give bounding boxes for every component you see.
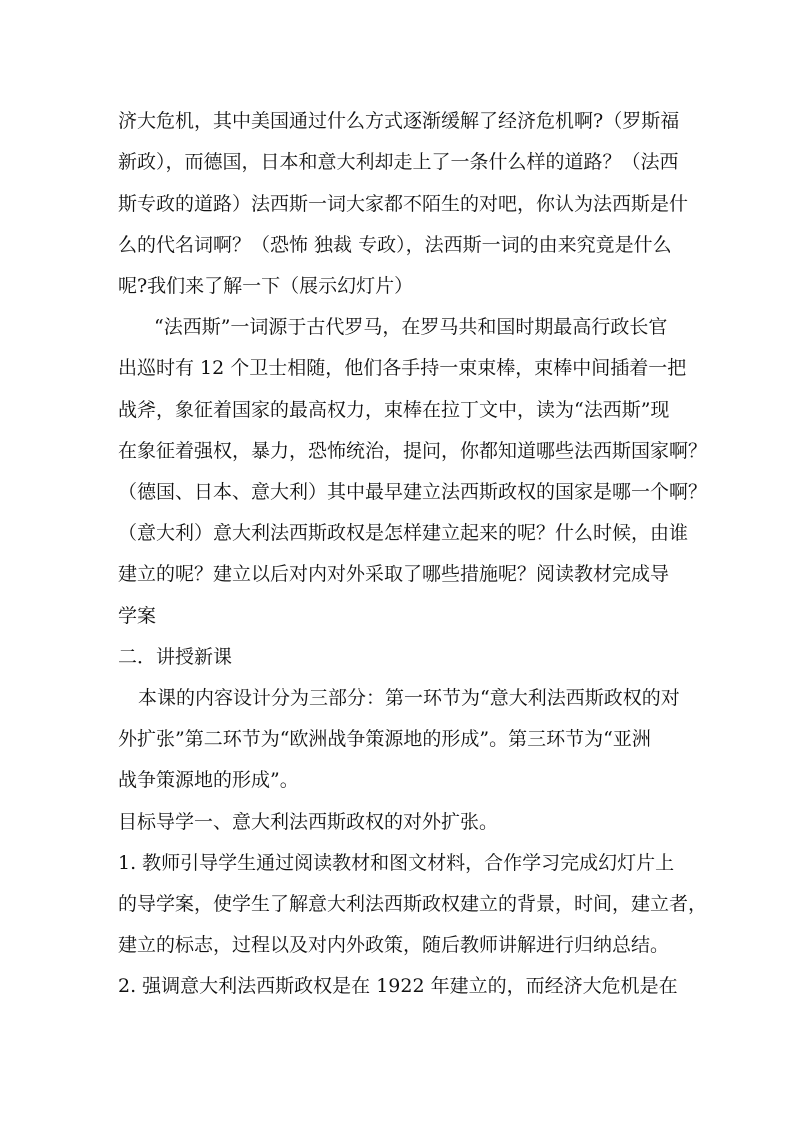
paragraph-line: 济大危机，其中美国通过什么方式逐渐缓解了经济危机啊?（罗斯福 — [118, 110, 680, 132]
paragraph-line: 战争策源地的形成”。 — [118, 769, 299, 791]
paragraph-line: 斯专政的道路）法西斯一词大家都不陌生的对吧，你认为法西斯是什 — [118, 193, 689, 215]
paragraph-line: 出巡时有 12 个卫士相随，他们各手持一束束棒，束棒中间插着一把 — [118, 357, 687, 379]
paragraph-line: （意大利）意大利法西斯政权是怎样建立起来的呢？什么时候，由谁 — [118, 522, 689, 544]
paragraph-line: （德国、日本、意大利）其中最早建立法西斯政权的国家是哪一个啊？ — [118, 481, 708, 503]
list-item-line: 的导学案，使学生了解意大利法西斯政权建立的背景，时间，建立者， — [118, 893, 708, 915]
subsection-heading: 目标导学一、意大利法西斯政权的对外扩张。 — [118, 811, 499, 833]
paragraph-line: 在象征着强权，暴力，恐怖统治，提问，你都知道哪些法西斯国家啊？ — [118, 440, 708, 462]
paragraph-line: 么的代名词啊？（恐怖 独裁 专政），法西斯一词的由来究竟是什么 — [118, 234, 672, 256]
section-heading: 二．讲授新课 — [118, 646, 233, 668]
paragraph-line: 学案 — [118, 605, 157, 627]
list-item-line: 建立的标志，过程以及对内外政策，随后教师讲解进行归纳总结。 — [118, 934, 670, 956]
paragraph-line: 呢?我们来了解一下（展示幻灯片） — [118, 275, 414, 297]
paragraph-line: “法西斯”一词源于古代罗马，在罗马共和国时期最高行政长官 — [154, 316, 668, 338]
paragraph-line: 本课的内容设计分为三部分：第一环节为“意大利法西斯政权的对 — [138, 687, 680, 709]
list-item-line: 1. 教师引导学生通过阅读教材和图文材料，合作学习完成幻灯片上 — [118, 852, 675, 874]
paragraph-line: 建立的呢？建立以后对内对外采取了哪些措施呢？阅读教材完成导 — [118, 563, 670, 585]
paragraph-line: 战斧，象征着国家的最高权力，束棒在拉丁文中，读为“法西斯”现 — [118, 399, 670, 421]
list-item-line: 2. 强调意大利法西斯政权是在 1922 年建立的，而经济大危机是在 — [118, 975, 678, 997]
paragraph-line: 外扩张”第二环节为“欧洲战争策源地的形成”。第三环节为“亚洲 — [118, 728, 651, 750]
paragraph-line: 新政），而德国，日本和意大利却走上了一条什么样的道路？（法西 — [118, 151, 679, 173]
